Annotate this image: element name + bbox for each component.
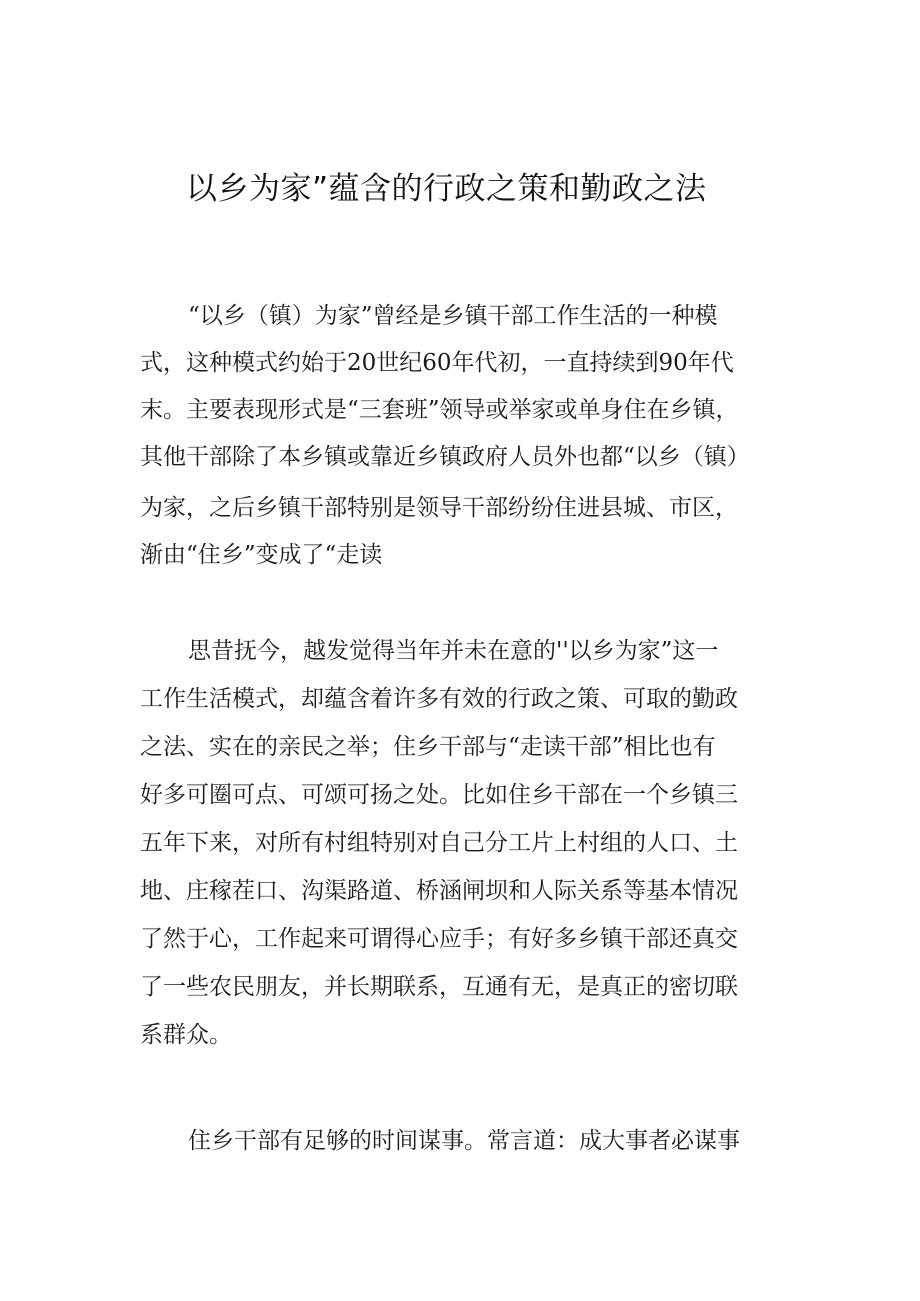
- paragraph-3-line-1: 住乡干部有足够的时间谋事。常言道：成大事者必谋事: [188, 1128, 740, 1154]
- paragraph-2-line-4: 好多可圈可点、可颂可扬之处。比如住乡干部在一个乡镇三: [140, 782, 738, 808]
- document-title: 以乡为家”蕴含的行政之策和勤政之法: [186, 171, 707, 207]
- paragraph-1-line-1: “以乡（镇）为家”曾经是乡镇干部工作生活的一种模: [188, 303, 718, 329]
- paragraph-2-line-5: 五年下来，对所有村组特别对自己分工片上村组的人口、土: [140, 830, 738, 856]
- paragraph-1-line-4: 其他干部除了本乡镇或靠近乡镇政府人员外也都“以乡（镇）: [140, 444, 750, 470]
- paragraph-1-line-3: 末。主要表现形式是“三套班”领导或举家或单身住在乡镇，: [140, 397, 739, 423]
- paragraph-2-line-9: 系群众。: [140, 1022, 232, 1048]
- paragraph-2-line-8: 了一些农民朋友，并长期联系，互通有无，是真正的密切联: [140, 974, 738, 1000]
- paragraph-1-line-6: 渐由“住乡”变成了“走读: [140, 542, 383, 568]
- paragraph-1-line-5: 为家，之后乡镇干部特别是领导干部纷纷住进县城、市区，: [140, 495, 738, 521]
- paragraph-2-line-3: 之法、实在的亲民之举；住乡干部与“走读干部”相比也有: [140, 734, 716, 760]
- paragraph-2-line-1: 思昔抚今，越发觉得当年并未在意的''以乡为家”这一: [188, 638, 719, 664]
- paragraph-2-line-2: 工作生活模式，却蕴含着许多有效的行政之策、可取的勤政: [140, 686, 738, 712]
- paragraph-2-line-6: 地、庄稼茬口、沟渠路道、桥涵闸坝和人际关系等基本情况: [140, 878, 738, 904]
- paragraph-1-line-2: 式，这种模式约始于20世纪60年代初，一直持续到90年代: [140, 350, 734, 376]
- paragraph-2-line-7: 了然于心，工作起来可谓得心应手；有好多乡镇干部还真交: [140, 926, 738, 952]
